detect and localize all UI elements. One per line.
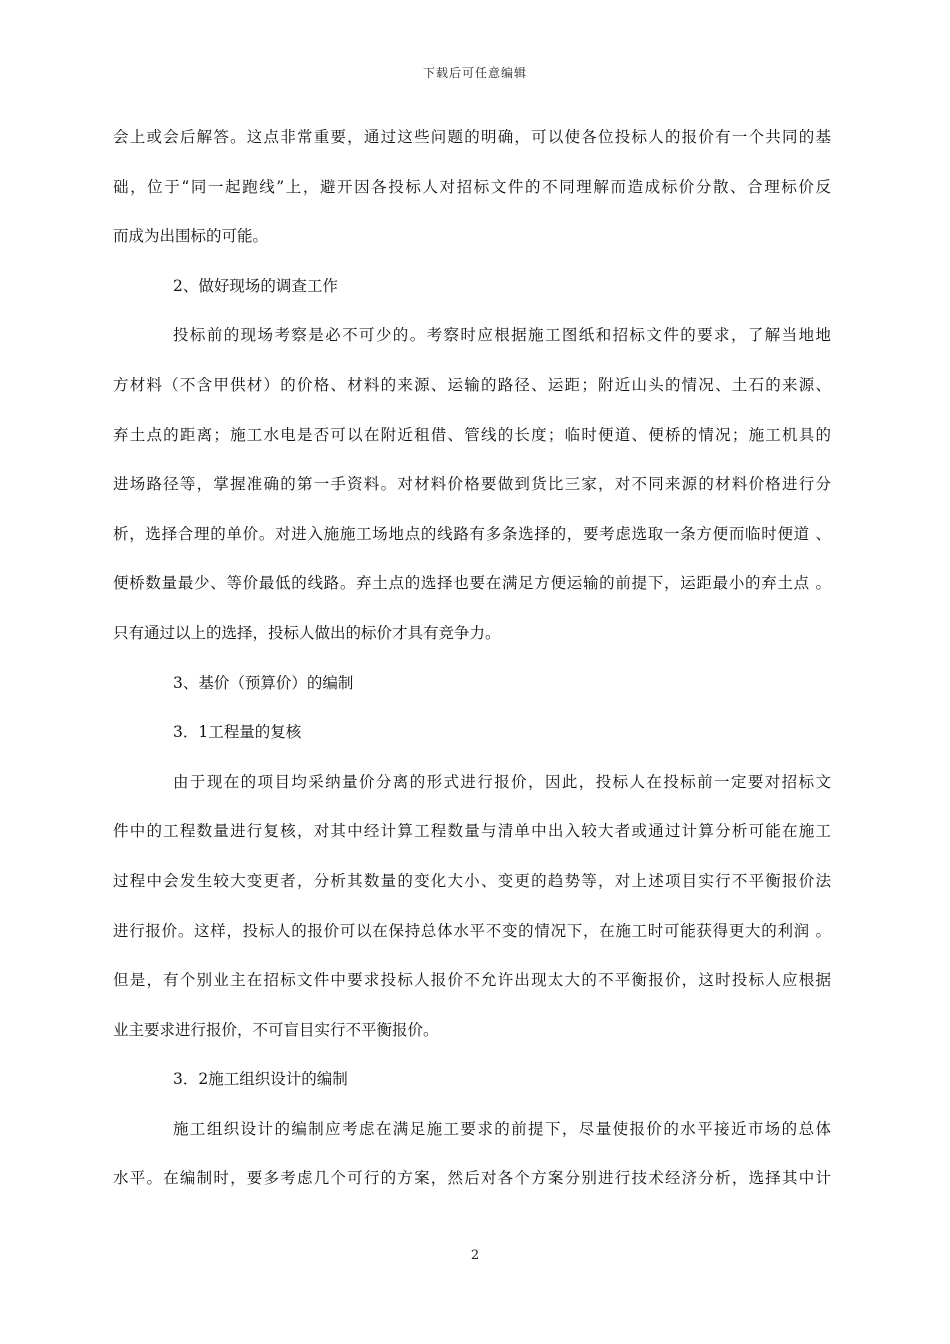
paragraph-line: 进行报价。这样，投标人的报价可以在保持总体水平不变的情况下，在施工时可能获得更大的利润 。 — [113, 921, 831, 940]
paragraph-line: 会上或会后解答。这点非常重要，通过这些问题的明确，可以使各位投标人的报价有一个共同的基 — [113, 128, 831, 146]
paragraph-line: 进场路径等，掌握准确的第一手资料。对材料价格要做到货比三家，对不同来源的材料价格进行分 — [113, 475, 831, 494]
section-heading: 3、基价（预算价）的编制 — [173, 673, 354, 692]
section-heading: 2、做好现场的调查工作 — [173, 276, 338, 295]
paragraph-line: 析，选择合理的单价。对进入施施工场地点的线路有多条选择的，要考虑选取一条方便而临时便道 、 — [113, 524, 831, 543]
paragraph-line: 施工组织设计的编制应考虑在满足施工要求的前提下，尽量使报价的水平接近市场的总体 — [173, 1119, 831, 1138]
paragraph-line: 由于现在的项目均采纳量价分离的形式进行报价，因此，投标人在投标前一定要对招标文 — [173, 772, 831, 791]
paragraph-line: 而成为出围标的可能。 — [113, 227, 269, 246]
paragraph-line: 础，位于“同一起跑线”上，避开因各投标人对招标文件的不同理解而造成标价分散、合理标价反 — [113, 177, 831, 196]
paragraph-line: 只有通过以上的选择，投标人做出的标价才具有竞争力。 — [113, 623, 501, 642]
paragraph-line: 但是，有个别业主在招标文件中要求投标人报价不允许出现太大的不平衡报价，这时投标人应根据 — [113, 971, 831, 990]
paragraph-line: 弃土点的距离；施工水电是否可以在附近租借、管线的长度；临时便道、便桥的情况；施工机具的 — [113, 425, 831, 444]
subsection-heading: 3．1工程量的复核 — [173, 723, 302, 742]
page-header: 下载后可任意编辑 — [422, 66, 527, 80]
paragraph-line: 业主要求进行报价，不可盲目实行不平衡报价。 — [113, 1020, 439, 1039]
document-body — [113, 122, 831, 1213]
subsection-heading: 3．2施工组织设计的编制 — [173, 1070, 348, 1089]
paragraph-line: 投标前的现场考察是必不可少的。考察时应根据施工图纸和招标文件的要求，了解当地地 — [173, 326, 831, 345]
paragraph-line: 水平。在编制时，要多考虑几个可行的方案，然后对各个方案分别进行技术经济分析，选择其中计 — [113, 1169, 831, 1188]
paragraph-line: 方材料（不含甲供材）的价格、材料的来源、运输的路径、运距；附近山头的情况、土石的来源、 — [113, 375, 831, 394]
paragraph-line: 便桥数量最少、等价最低的线路。弃土点的选择也要在满足方便运输的前提下，运距最小的弃土点 。 — [113, 574, 831, 593]
paragraph-line: 过程中会发生较大变更者，分析其数量的变化大小、变更的趋势等，对上述项目实行不平衡报价法 — [113, 871, 831, 890]
paragraph-line: 件中的工程数量进行复核，对其中经计算工程数量与清单中出入较大者或通过计算分析可能在施工 — [113, 822, 831, 841]
page-number: 2 — [470, 1248, 480, 1263]
